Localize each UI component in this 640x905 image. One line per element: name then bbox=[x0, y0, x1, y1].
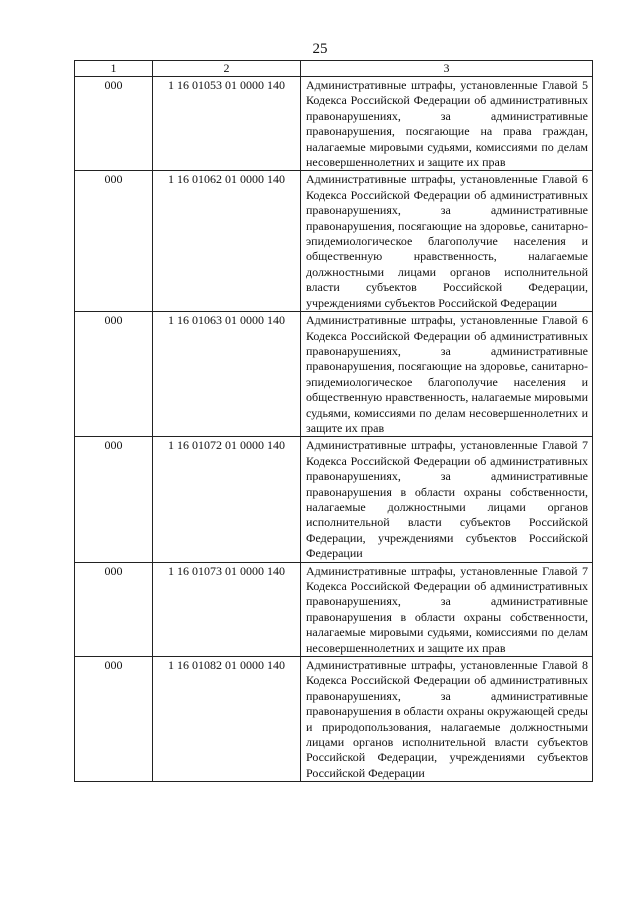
table-row bbox=[75, 657, 593, 782]
table-row bbox=[75, 437, 593, 562]
budget-code-cell: 1 16 01082 01 0000 140 bbox=[153, 657, 301, 782]
table-header-row bbox=[75, 61, 593, 77]
description-text: Административные штрафы, установленные Главой 5 Кодекса Российской Федерации об административных правонарушениях, за административные правонарушения, посягающие на права граждан, налагаемые мировыми судьями, комиссиями по делам несовершеннолетних и защите их прав bbox=[306, 78, 588, 170]
budget-code-cell: 1 16 01063 01 0000 140 bbox=[153, 312, 301, 437]
page-number: 25 bbox=[312, 41, 328, 57]
admin-code-cell: 000 bbox=[75, 657, 153, 782]
budget-code-cell: 1 16 01072 01 0000 140 bbox=[153, 437, 301, 562]
budget-code-cell: 1 16 01073 01 0000 140 bbox=[153, 562, 301, 656]
admin-code-cell: 000 bbox=[75, 312, 153, 437]
description-text: Административные штрафы, установленные Главой 8 Кодекса Российской Федерации об административных правонарушениях, за административные правонарушения в области охраны окружающей среды и природопользования, налагаемые должностными лицами органов исполнительной власти субъектов Российской Федерации, учреждениями субъектов Российской Федерации bbox=[306, 658, 588, 780]
table-row bbox=[75, 77, 593, 171]
description-cell bbox=[301, 657, 593, 782]
table-row bbox=[75, 312, 593, 437]
header-col-1: 1 bbox=[75, 61, 153, 77]
admin-code-cell: 000 bbox=[75, 437, 153, 562]
header-col-2: 2 bbox=[153, 61, 301, 77]
description-cell bbox=[301, 77, 593, 171]
description-text: Административные штрафы, установленные Главой 7 Кодекса Российской Федерации об административных правонарушениях, за административные правонарушения в области охраны собственности, налагаемые мировыми судьями, комиссиями по делам несовершеннолетних и защите их прав bbox=[306, 563, 588, 655]
budget-code-cell: 1 16 01053 01 0000 140 bbox=[153, 77, 301, 171]
admin-code-cell: 000 bbox=[75, 77, 153, 171]
description-text: Административные штрафы, установленные Главой 6 Кодекса Российской Федерации об административных правонарушениях, за административные правонарушения, посягающие на здоровье, санитарно-эпидемиологическое благополучие населения и общественную нравственность, налагаемые мировыми судьями, комиссиями по делам несовершеннолетних и защите их прав bbox=[306, 313, 588, 435]
budget-classification-table bbox=[74, 60, 593, 782]
description-cell bbox=[301, 312, 593, 437]
description-text: Административные штрафы, установленные Главой 7 Кодекса Российской Федерации об административных правонарушениях, за административные правонарушения в области охраны собственности, налагаемые должностными лицами органов исполнительной власти субъектов Российской Федерации, учреждениями субъектов Российской Федерации bbox=[306, 438, 588, 561]
description-text: Административные штрафы, установленные Главой 6 Кодекса Российской Федерации об административных правонарушениях, за административные правонарушения, посягающие на здоровье, санитарно-эпидемиологическое благополучие населения и общественную нравственность, налагаемые должностными лицами органов исполнительной власти субъектов Российской Федерации, учреждениями субъектов Российской Федерации bbox=[306, 172, 588, 310]
header-col-3: 3 bbox=[301, 61, 593, 77]
description-cell bbox=[301, 171, 593, 312]
admin-code-cell: 000 bbox=[75, 171, 153, 312]
table-row bbox=[75, 171, 593, 312]
admin-code-cell: 000 bbox=[75, 562, 153, 656]
table-row bbox=[75, 562, 593, 656]
description-cell bbox=[301, 437, 593, 562]
budget-code-cell: 1 16 01062 01 0000 140 bbox=[153, 171, 301, 312]
description-cell bbox=[301, 562, 593, 656]
